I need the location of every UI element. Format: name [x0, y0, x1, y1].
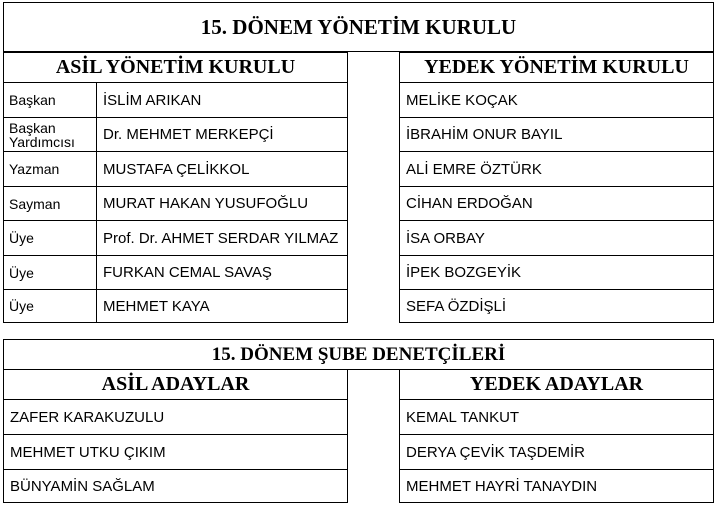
auditors-title: 15. DÖNEM ŞUBE DENETÇİLERİ	[211, 343, 506, 365]
role-label: Üye	[4, 221, 97, 255]
table-row	[4, 399, 347, 434]
table-row	[400, 151, 713, 186]
member-name: DERYA ÇEVİK TAŞDEMİR	[406, 443, 585, 461]
table-row	[4, 117, 347, 151]
member-name: SEFA ÖZDİŞLİ	[406, 297, 507, 315]
table-row	[400, 469, 713, 502]
main-board-table	[3, 52, 348, 323]
role-label: Sayman	[4, 187, 97, 220]
member-name: BÜNYAMİN SAĞLAM	[10, 477, 155, 495]
board-title-box	[3, 2, 714, 52]
table-row	[400, 289, 713, 322]
member-name: MELİKE KOÇAK	[406, 91, 518, 109]
role-label: Üye	[4, 290, 97, 322]
member-name: Prof. Dr. AHMET SERDAR YILMAZ	[103, 229, 339, 247]
role-label: Başkan	[4, 83, 97, 117]
table-row	[4, 255, 347, 289]
table-row	[400, 186, 713, 220]
table-row	[4, 289, 347, 322]
substitute-board-heading: YEDEK YÖNETİM KURULU	[424, 56, 689, 78]
member-name: ALİ EMRE ÖZTÜRK	[406, 160, 542, 178]
table-row	[400, 117, 713, 151]
main-auditors-heading: ASİL ADAYLAR	[101, 373, 250, 395]
substitute-auditors-table	[399, 369, 714, 503]
member-name: KEMAL TANKUT	[406, 408, 520, 426]
member-name: ZAFER KARAKUZULU	[10, 408, 165, 426]
table-row	[4, 186, 347, 220]
substitute-auditors-heading: YEDEK ADAYLAR	[469, 373, 644, 395]
member-name: FURKAN CEMAL SAVAŞ	[103, 264, 272, 281]
board-title: 15. DÖNEM YÖNETİM KURULU	[200, 14, 517, 39]
table-row	[4, 434, 347, 469]
main-auditors-table	[3, 369, 348, 503]
table-row	[400, 255, 713, 289]
member-name: CİHAN ERDOĞAN	[406, 195, 533, 212]
role-label: Yazman	[4, 152, 97, 186]
table-row	[4, 151, 347, 186]
table-row	[4, 82, 347, 117]
member-name: Dr. MEHMET MERKEPÇİ	[103, 126, 274, 143]
member-name: İPEK BOZGEYİK	[406, 264, 522, 281]
table-row	[400, 82, 713, 117]
table-row	[4, 220, 347, 255]
member-name: İSLİM ARIKAN	[103, 91, 202, 109]
table-row	[4, 469, 347, 502]
table-row	[400, 434, 713, 469]
member-name: MEHMET UTKU ÇIKIM	[10, 443, 166, 461]
role-label: Başkan Yardımcısı	[4, 118, 97, 151]
table-row	[400, 399, 713, 434]
member-name: MUSTAFA ÇELİKKOL	[103, 160, 250, 178]
main-board-heading: ASİL YÖNETİM KURULU	[55, 56, 296, 78]
member-name: İBRAHİM ONUR BAYIL	[406, 126, 563, 143]
table-row	[400, 220, 713, 255]
member-name: MEHMET HAYRİ TANAYDIN	[406, 477, 598, 495]
member-name: MURAT HAKAN YUSUFOĞLU	[103, 195, 309, 212]
substitute-board-table	[399, 52, 714, 323]
member-name: İSA ORBAY	[406, 229, 485, 247]
auditors-title-box	[3, 339, 714, 370]
member-name: MEHMET KAYA	[103, 297, 210, 315]
role-label: Üye	[4, 256, 97, 289]
